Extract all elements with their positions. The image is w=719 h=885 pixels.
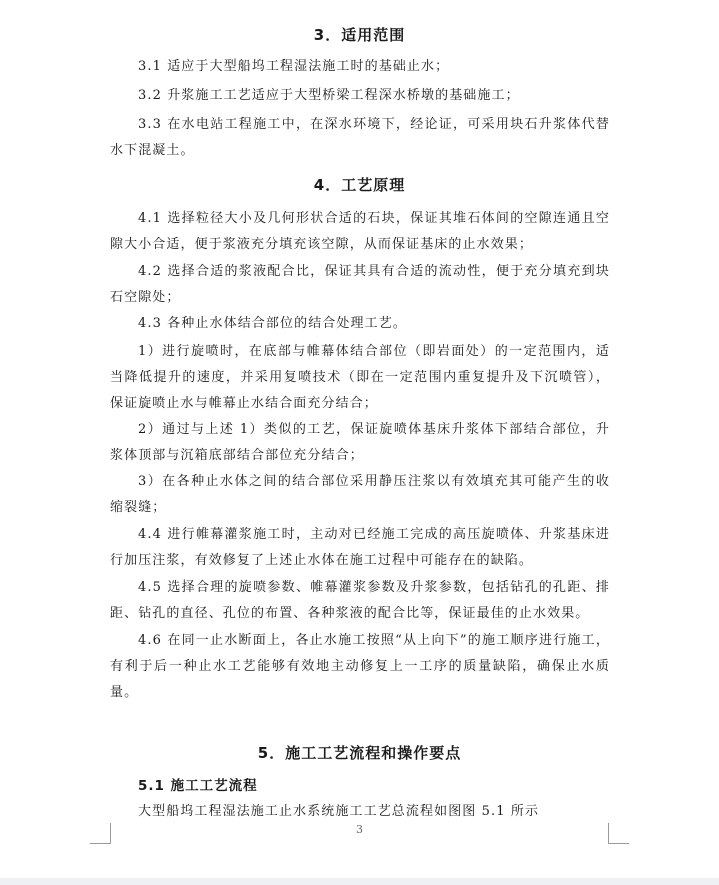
section-5-1-subheading: 5.1 施工工艺流程: [138, 778, 258, 794]
paragraph-3-1: 3.1 适应于大型船坞工程湿法施工时的基础止水；: [138, 59, 450, 74]
section-3-heading: 3．适用范围: [313, 26, 406, 44]
paragraph-4-3: 4.3 各种止水体结合部位的结合处理工艺。: [138, 316, 407, 331]
paragraph-4-4: 4.4 进行帷幕灌浆施工时，主动对已经施工完成的高压旋喷体、升浆基床进行加压注浆，有效修复了上述止水体在施工过程中可能存在的缺陷。: [110, 527, 610, 568]
paragraph-4-2: 4.2 选择合适的浆液配合比，保证其具有合适的流动性，便于充分填充到块石空隙处；: [110, 264, 610, 305]
page-number: 3: [356, 823, 363, 836]
paragraph-4-1: 4.1 选择粒径大小及几何形状合适的石块，保证其堆石体间的空隙连通且空隙大小合适，便于浆液充分填充该空隙，从而保证基床的止水效果；: [110, 211, 610, 252]
paragraph-5-1-intro: 大型船坞工程湿法施工止水系统施工工艺总流程如图图 5.1 所示: [138, 804, 540, 819]
paragraph-4-3-item-2: 2）通过与上述 1）类似的工艺，保证旋喷体基床升浆体下部结合部位，升浆体顶部与沉箱底部结合部位充分结合；: [110, 422, 610, 463]
paragraph-4-3-item-1: 1）进行旋喷时，在底部与帷幕体结合部位（即岩面处）的一定范围内，适当降低提升的速度，并采用复喷技术（即在一定范围内重复提升及下沉喷管），保证旋喷止水与帷幕止水结合面充分结合；: [110, 344, 610, 411]
paragraph-4-6: 4.6 在同一止水断面上，各止水施工按照“从上向下”的施工顺序进行施工，有利于后一种止水工艺能够有效地主动修复上一工序的质量缺陷，确保止水质量。: [110, 633, 610, 700]
section-5-heading: 5．施工工艺流程和操作要点: [257, 744, 462, 762]
paragraph-4-5: 4.5 选择合理的旋喷参数、帷幕灌浆参数及升浆参数，包括钻孔的孔距、排距、钻孔的直径、孔位的布置、各种浆液的配合比等，保证最佳的止水效果。: [110, 580, 610, 621]
paragraph-4-3-item-3: 3）在各种止水体之间的结合部位采用静压注浆以有效填充其可能产生的收缩裂缝；: [110, 474, 610, 515]
paragraph-3-2: 3.2 升浆施工工艺适应于大型桥梁工程深水桥墩的基础施工；: [138, 88, 520, 103]
paragraph-3-3: 3.3 在水电站工程施工中，在深水环境下，经论证，可采用块石升浆体代替水下混凝土。: [110, 117, 610, 158]
page-bottom-edge: [0, 878, 719, 885]
section-4-heading: 4．工艺原理: [313, 176, 406, 194]
